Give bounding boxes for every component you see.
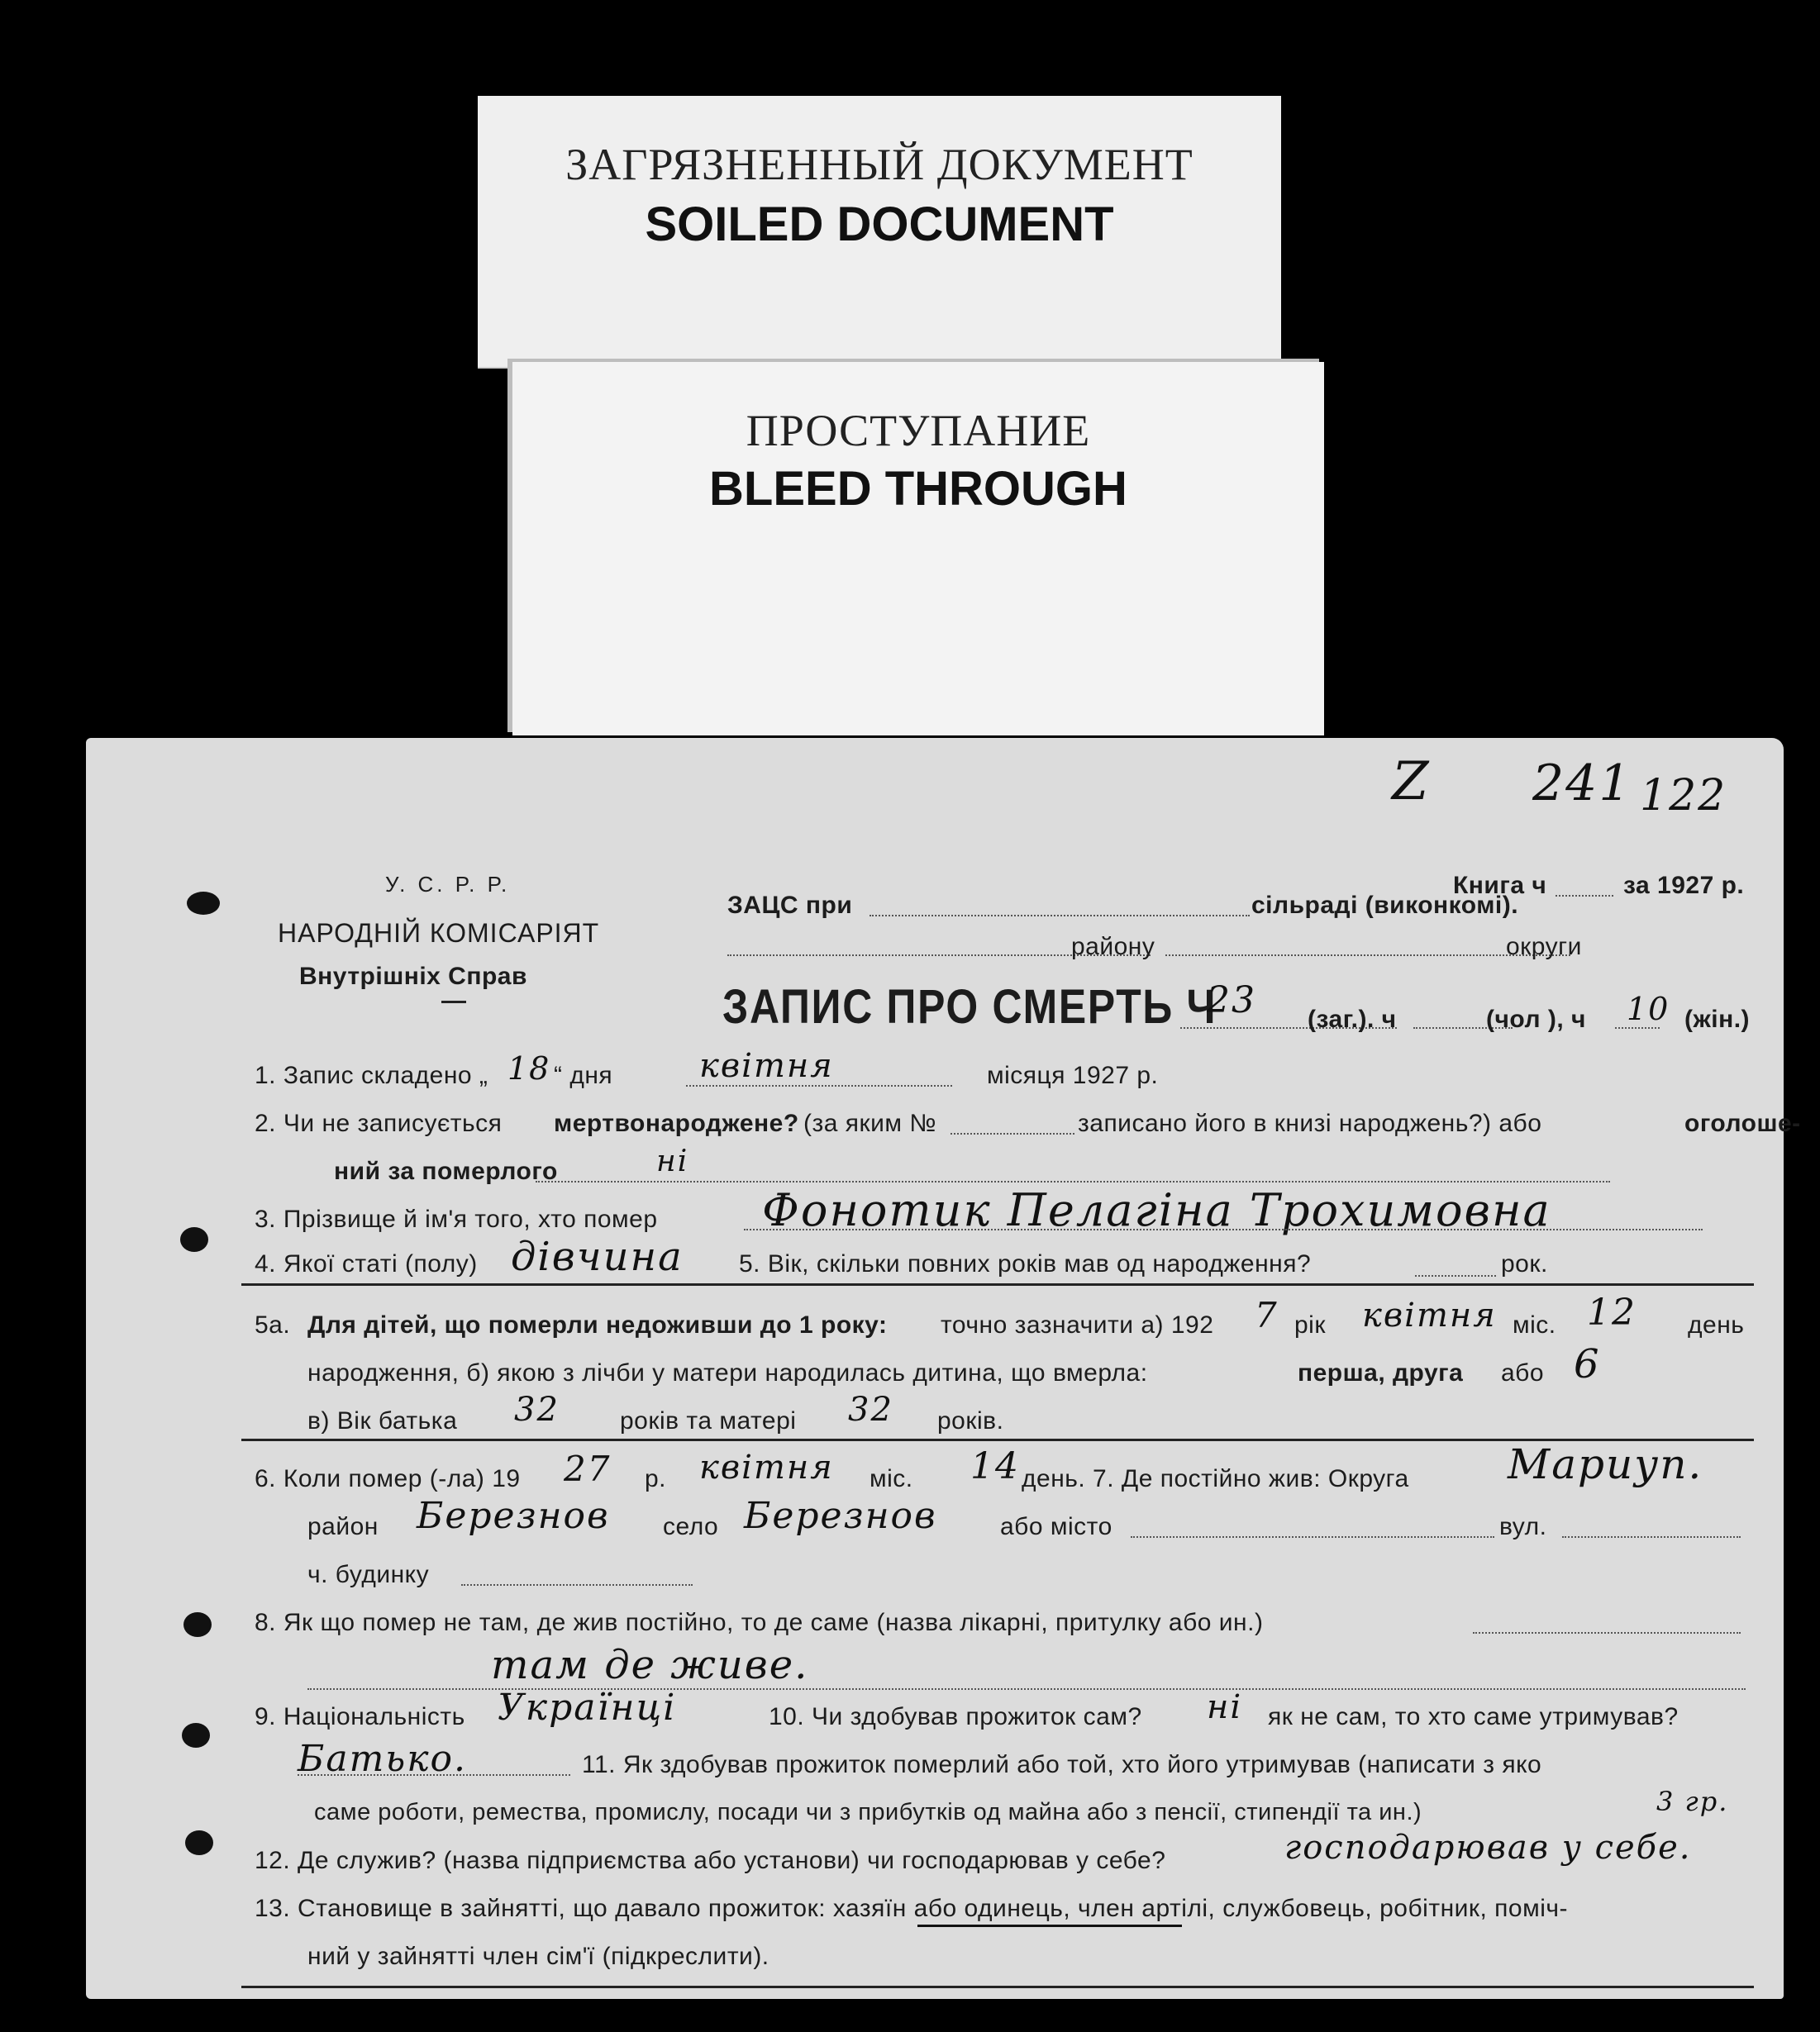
residence-selo: Березнов (744, 1495, 937, 1537)
deceased-sex: дівчина (511, 1234, 684, 1280)
death-record-form (86, 738, 1801, 1999)
row1-day-label: “ дня (554, 1062, 613, 1089)
row2-declared: оголоше- (1684, 1110, 1801, 1137)
punch-hole (185, 1830, 213, 1855)
header-raion: району (1071, 933, 1155, 960)
residence-raion: Березнов (417, 1495, 610, 1537)
row6b-raion-label: район (307, 1513, 379, 1540)
birth-month: квітня (1362, 1297, 1497, 1335)
soiled-label-en: SOILED DOCUMENT (645, 197, 1114, 251)
row2-label: 2. Чи не записується (255, 1110, 503, 1137)
row11b-label: саме роботи, ремества, промислу, посади чи з прибутків од майна або з пенсії, стипендії та ин.) (314, 1799, 1422, 1825)
punch-hole (183, 1612, 212, 1637)
supporter: Батько. (298, 1738, 467, 1780)
death-month: квітня (699, 1449, 834, 1487)
header-ussr: У. С. Р. Р. (385, 872, 511, 897)
row5b-first-second: перша, друга (1298, 1359, 1464, 1387)
corner-mark-b: 241 (1532, 754, 1632, 812)
row6c-house-label: ч. будинку (307, 1561, 430, 1588)
workplace: господарював у себе. (1284, 1829, 1692, 1867)
row4-label: 4. Якої статі (полу) (255, 1250, 478, 1278)
punch-hole (182, 1723, 210, 1748)
title-general: (заг.). ч (1308, 1006, 1397, 1033)
income-source: 3 гр. (1656, 1786, 1729, 1817)
row6-label: 6. Коли помер (-ла) 19 (255, 1465, 521, 1492)
row2-number: (за яким № (803, 1110, 937, 1137)
header-zags: ЗАЦС при (727, 892, 853, 919)
row10-who-label: як не сам, то хто саме утримував? (1268, 1703, 1679, 1730)
corner-mark-a: Z (1392, 751, 1431, 812)
soiled-label-ru: ЗАГРЯЗНЕННЫЙ ДОКУМЕНТ (565, 140, 1193, 189)
row6-r: р. (645, 1465, 667, 1492)
header-year: за 1927 р. (1623, 872, 1745, 899)
row5b-label: народження, б) якою з лічби у матери народилась дитина, що вмерла: (307, 1359, 1148, 1387)
record-number: 23 (1207, 979, 1256, 1021)
record-day: 18 (507, 1050, 551, 1087)
row4-age-label: 5. Вік, скільки повних років мав од народження? (739, 1250, 1312, 1278)
row13-label: 13. Становище в зайнятті, що давало прожиток: хазяїн або одинець, член артілі, службовець, робітник, поміч- (255, 1895, 1569, 1922)
row10-label: 10. Чи здобував прожиток сам? (769, 1703, 1142, 1730)
form-title: ЗАПИС ПРО СМЕРТЬ Ч (722, 980, 1217, 1034)
row13b-label: ний у зайнятті член сім'ї (підкреслити). (307, 1943, 769, 1970)
female-number: 10 (1627, 991, 1670, 1027)
title-male: (чол ), ч (1486, 1006, 1586, 1033)
nationality: Українці (498, 1687, 677, 1729)
birth-day: 12 (1587, 1292, 1637, 1334)
row5a-num: 5а. (255, 1311, 291, 1339)
record-month: квітня (699, 1047, 834, 1085)
row6b-selo-label: село (663, 1513, 719, 1540)
header-internal-affairs: Внутрішніх Справ (299, 963, 527, 990)
row5c-father-label: в) Вік батька (307, 1407, 458, 1435)
row2-book: записано його в книзі народжень?) або (1078, 1110, 1542, 1137)
row4-years: рок. (1501, 1250, 1548, 1278)
father-age: 32 (514, 1391, 560, 1429)
header-silradi: сільраді (виконкомі). (1251, 892, 1519, 919)
declared-dead: ні (656, 1144, 689, 1178)
header-book: Книга ч (1453, 872, 1547, 899)
row5b-or: або (1501, 1359, 1545, 1387)
row5a-infants: Для дітей, що померли недоживши до 1 року: (307, 1311, 888, 1339)
row5a-year-label: рік (1294, 1311, 1326, 1339)
soiled-document-card (478, 96, 1281, 369)
punch-hole (180, 1227, 208, 1252)
header-commissariat: НАРОДНІЙ КОМІСАРІЯТ (278, 918, 600, 948)
birth-order: 6 (1574, 1341, 1601, 1387)
row12-label: 12. Де служив? (назва підприємства або установи) чи господарював у себе? (255, 1847, 1166, 1874)
row1-month-label: місяця 1927 р. (987, 1062, 1159, 1089)
row2-stillborn: мертвонароджене? (554, 1110, 799, 1137)
row1-label: 1. Запис складено „ (255, 1062, 488, 1089)
row5a-month-label: міс. (1513, 1311, 1556, 1339)
bleed-label-en: BLEED THROUGH (709, 462, 1127, 516)
death-year: 27 (564, 1449, 612, 1489)
row11-label: 11. Як здобував прожиток померлий або той, хто його утримував (написати з яко (582, 1751, 1542, 1778)
row3-label: 3. Прізвище й ім'я того, хто помер (255, 1206, 658, 1233)
row6b-street-label: вул. (1499, 1513, 1547, 1540)
corner-mark-c: 122 (1640, 771, 1727, 821)
title-female: (жін.) (1684, 1006, 1751, 1033)
header-okrug: округи (1506, 933, 1582, 960)
row9-label: 9. Національність (255, 1703, 465, 1730)
punch-hole (187, 892, 220, 915)
row2b-label: ний за померлого (334, 1158, 558, 1185)
self-supported: ні (1207, 1688, 1243, 1726)
bleed-label-ru: ПРОСТУПАНИЕ (746, 406, 1091, 455)
bleed-through-card (512, 362, 1324, 735)
death-place: там де живе. (491, 1642, 809, 1688)
birth-year-digit: 7 (1255, 1295, 1279, 1335)
row6-residence-label: день. 7. Де постійно жив: Округа (1022, 1465, 1409, 1492)
row6-month-label: міс. (870, 1465, 913, 1492)
row6b-city-label: або місто (1000, 1513, 1112, 1540)
row5a-exact: точно зазначити а) 192 (941, 1311, 1214, 1339)
mother-age: 32 (848, 1391, 893, 1429)
row5c-years: років. (937, 1407, 1004, 1435)
deceased-name: Фонотик Пелагіна Трохимовна (762, 1184, 1551, 1236)
death-day: 14 (970, 1445, 1020, 1487)
row8-label: 8. Як що помер не там, де жив постійно, то де саме (назва лікарні, притулку або ин.) (255, 1609, 1264, 1636)
row5a-day-label: день (1688, 1311, 1745, 1339)
residence-okruga: Мариуп. (1508, 1440, 1703, 1488)
row5c-mother-label: років та матері (620, 1407, 797, 1435)
